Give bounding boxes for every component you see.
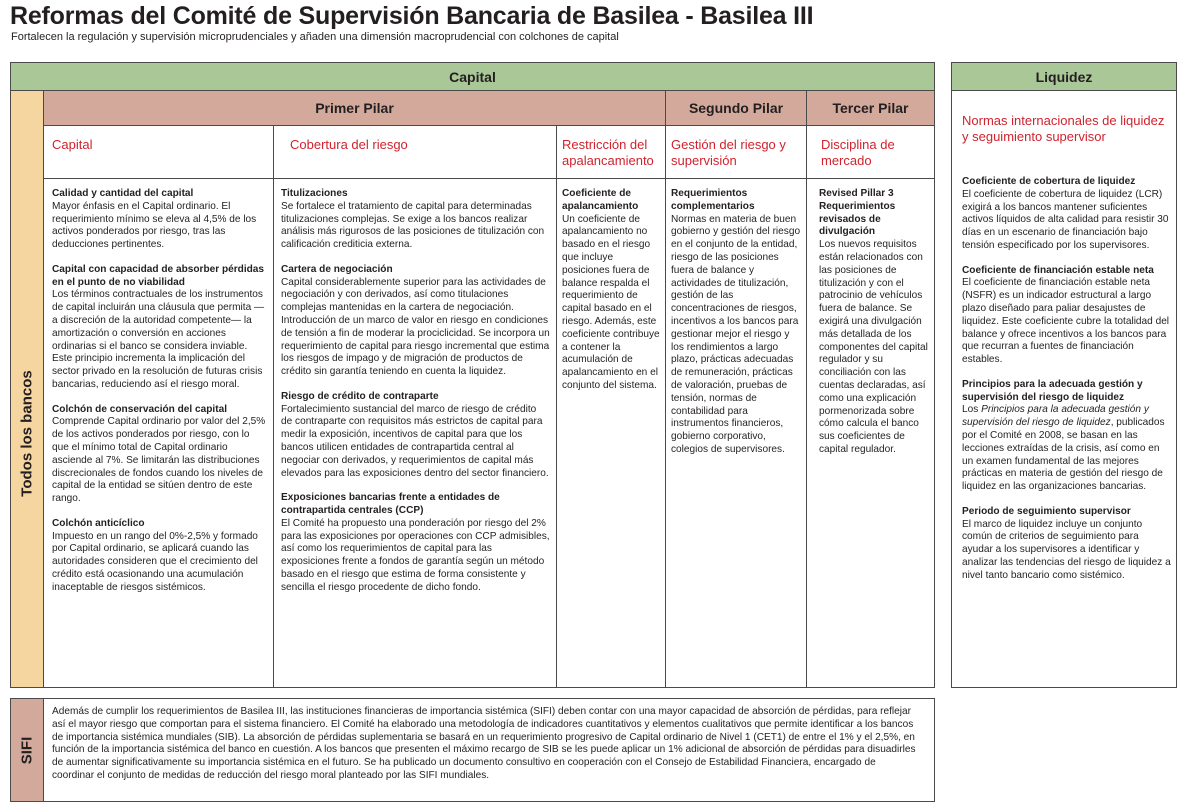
restriccion-column (562, 188, 663, 405)
list-item: Revised Pillar 3 Requerimientos revisados de divulgación Los nuevos requisitos están relacionados con las posiciones de titulización y con el patrocinio de vehículos fuera de balance. Se exigirá una divulgación más detallada de los componentes del capital regulador y su conciliación con las cuentas declaradas, así como una explicación pormenorizada sobre cómo calcula el banco sus coeficientes de capital regulador. (819, 188, 928, 455)
subheader-capital: Capital (52, 137, 93, 152)
sifi-text: Además de cumplir los requerimientos de Basilea III, las instituciones financieras de importancia sistémica (SIFI) deben contar con una mayor capacidad de absorción de pérdidas, para reflejar así el mayor riesgo que comportan para el sistema financiero. El Comité ha elaborado una metodología de indicadores cuantitativos y elementos cualitativos que permite identificar a los bancos de importancia sistémica mundiales (SIB). La absorción de pérdidas suplementaria se basará en un requerimiento progresivo de Capital ordinario de Nivel 1 (CET1) de entre el 1% y el 2,5%, en función de la importancia sistémica del banco en cuestión. A los bancos que presenten el máximo recargo de SIB se les puede aplicar un 1% adicional de absorción de pérdidas para disuadirles de aumentar significativamente su importancia sistémica en el futuro. Se ha publicado un documento consultivo en cooperación con el Consejo de Estabilidad Financiera, encargado de coordinar el conjunto de medidas de reducción del riesgo moral planteado por las SIFI mundiales. (52, 706, 916, 781)
liquidez-panel (951, 62, 1177, 688)
list-item: Coeficiente de apalancamiento Un coeficiente de apalancamiento no basado en el riesgo que incluye posiciones fuera de balance respalda el requerimiento de capital basado en el riesgo. Además, este coeficiente contribuye a contener la acumulación de apalancamiento en el conjunto del sistema. (562, 188, 660, 391)
subheader-restriccion: Restricción del apalancamiento (562, 137, 654, 168)
list-item: Principios para la adecuada gestión y supervisión del riesgo de liquidez Los Principios para la adecuada gestión y supervisión del riesgo de liquidez, publicados por el Comité en 2008, se basan en las lecciones extraídas de la crisis, así como en un examen fundamental de las mejores prácticas en materia de gestión del riesgo de liquidez en las organizaciones bancarias. (962, 378, 1165, 493)
list-item: Titulizaciones Se fortalece el tratamiento de capital para determinadas titulizaciones complejas. Se exige a los bancos realizar análisis más rigurosos de las posiciones de titulización con calificación crediticia externa. (281, 188, 545, 251)
list-item: Colchón anticíclico Impuesto en un rango del 0%-2,5% y formado por Capital ordinario, se aplicará cuando las autoridades consideren que el crecimiento del crédito está ocasionando una acumulación inaceptable de riesgos sistémicos. (52, 517, 258, 593)
subheader-liquidez: Normas internacionales de liquidez y seguimiento supervisor (962, 113, 1165, 144)
disciplina-column (819, 188, 931, 469)
liquidez-column (962, 176, 1174, 594)
list-item: Cartera de negociación Capital considerablemente superior para las actividades de negociación y con derivados, así como titulaciones complejas mantenidas en la cartera de negociación. Introducción de un marco de valor en riesgo en condiciones de tensión a fin de moderar la prociclicidad. Se incorpora un requerimiento de capital para riesgo incremental que estima los riesgos de impago y de migración de productos de crédito sin garantía teniendo en cuenta la liquidez. (281, 263, 550, 378)
list-item: Exposiciones bancarias frente a entidades de contrapartida centrales (CCP) El Comité ha propuesto una ponderación por riesgo del 2% para las exposiciones por operaciones con CCP admisibles, así como los requerimientos de capital para las exposiciones frente a fondos de garantía según un método basado en el riesgo que estima de forma consistente y sencilla el riesgo procedente de dicho fondo. (281, 492, 550, 593)
gestion-column (671, 188, 804, 469)
cobertura-column (281, 188, 553, 606)
capital-panel (10, 62, 935, 688)
page-subtitle: Fortalecen la regulación y supervisión microprudenciales y añaden una dimensión macroprudencial con colchones de capital (11, 31, 619, 43)
list-item: Riesgo de crédito de contraparte Fortalecimiento sustancial del marco de riesgo de crédito de contraparte con requisitos más estrictos de capital para medir la exposición, incentivos de capital para que los bancos utilicen entidades de contrapartida central al negociar con derivados, y requerimientos de capital más elevados para las exposiciones dentro del sector financiero. (281, 390, 549, 479)
segundo-pilar-header: Segundo Pilar (688, 100, 784, 116)
liquidez-header: Liquidez (1035, 69, 1093, 85)
capital-header: Capital (449, 69, 496, 85)
subheader-cobertura: Cobertura del riesgo (290, 137, 408, 152)
list-item: Capital con capacidad de absorber pérdidas en el punto de no viabilidad Los términos contractuales de los instrumentos de capital incluirán una cláusula que permita —a discreción de la autoridad competente— la amortización o conversión en acciones ordinarias si el banco se considera inviable. Este principio incrementa la implicación del sector privado en la resolución de futuras crisis bancarias, reduciendo así el riesgo moral. (52, 263, 265, 390)
row-label-todos-los-bancos: Todos los bancos (18, 369, 36, 497)
subheader-gestion: Gestión del riesgo y supervisión (671, 137, 786, 168)
list-item: Colchón de conservación del capital Comprende Capital ordinario por valor del 2,5% de los activos ponderados por riesgo, con lo que el mínimo total de Capital ordinario asciende al 7%. Se limitarán las distribuciones discrecionales de fondos cuando los niveles de capital de la entidad se sitúen dentro de este rango. (52, 403, 266, 505)
sifi-panel (10, 698, 935, 802)
list-item: Coeficiente de financiación estable neta El coeficiente de financiación estable neta (NSFR) es un indicador estructural a largo plazo diseñado para paliar desajustes de liquidez. Este coeficiente cubre la totalidad del balance y ofrece incentivos a los bancos para que recurran a fuentes de financiación estables. (962, 264, 1170, 366)
list-item: Coeficiente de cobertura de liquidez El coeficiente de cobertura de liquidez (LCR) exigirá a los bancos mantener suficientes activos líquidos de alta calidad para resistir 30 días en un escenario de financiación bajo tensión especificado por los supervisores. (962, 176, 1169, 251)
subheader-disciplina: Disciplina de mercado (821, 137, 895, 168)
row-label-sifi: SIFI (11, 699, 43, 801)
list-item: Requerimientos complementarios Normas en materia de buen gobierno y gestión del riesgo en el conjunto de la entidad, riesgo de las posiciones fuera de balance y actividades de titulización, gestión de las concentraciones de riesgos, incentivos a los bancos para gestionar mejor el riesgo y los rendimientos a largo plazo, prácticas adecuadas de remuneración, prácticas de valoración, pruebas de tensión, normas de contabilidad para instrumentos financieros, gobierno corporativo, colegios de supervisores. (671, 188, 801, 455)
list-item: Periodo de seguimiento supervisor El marco de liquidez incluye un conjunto común de criterios de seguimiento para ayudar a los supervisores a identificar y analizar las tendencias del riesgo de liquidez a nivel tanto bancario como sistémico. (962, 505, 1171, 581)
list-item: Calidad y cantidad del capital Mayor énfasis en el Capital ordinario. El requerimiento mínimo se eleva al 4,5% de los activos ponderados por riesgo, tras las deducciones pertinentes. (52, 188, 257, 251)
primer-pilar-header: Primer Pilar (315, 100, 394, 116)
capital-column (52, 188, 272, 606)
tercer-pilar-header: Tercer Pilar (832, 100, 909, 116)
page-title: Reformas del Comité de Supervisión Bancaria de Basilea - Basilea III (10, 2, 814, 30)
